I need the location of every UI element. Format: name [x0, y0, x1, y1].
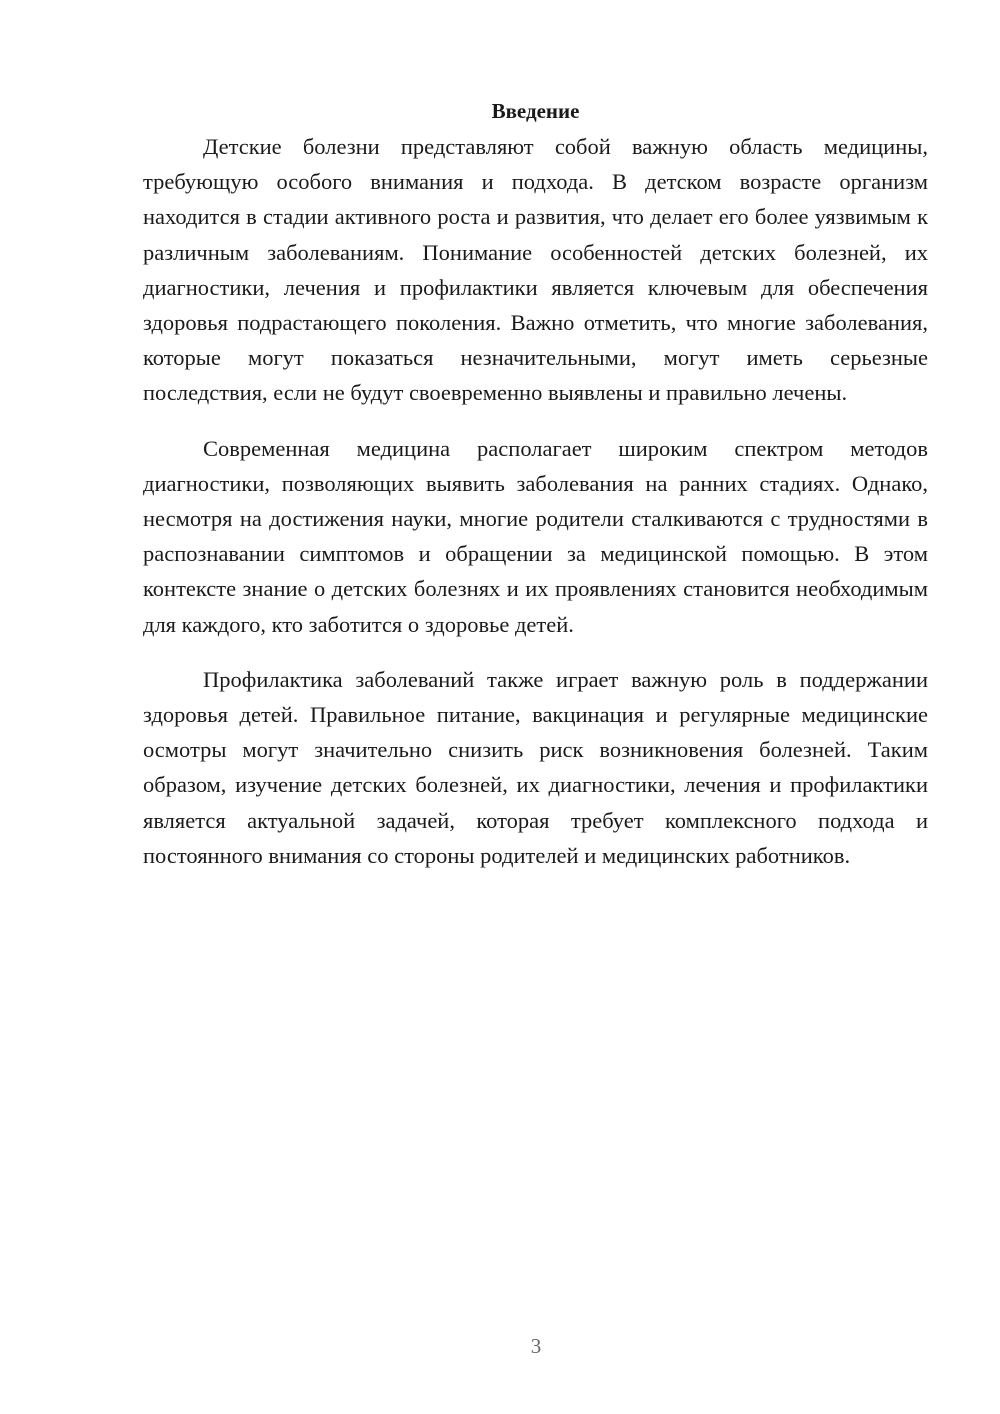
page-content	[143, 95, 928, 893]
paragraph-2: Современная медицина располагает широким спектром методов диагностики, позволяющих выявить заболевания на ранних стадиях. Однако, несмотря на достижения науки, многие родители сталкиваются с трудностями в распознавании симптомов и обращении за медицинской помощью. В этом контексте знание о детских болезнях и их проявлениях становится необходимым для каждого, кто заботится о здоровье детей.	[143, 435, 928, 637]
section-title: Введение	[491, 99, 580, 123]
page-number: 3	[530, 1334, 542, 1358]
paragraph-3: Профилактика заболеваний также играет важную роль в поддержании здоровья детей. Правильное питание, вакцинация и регулярные медицинские осмотры могут значительно снизить риск возникновения болезней. Таким образом, изучение детских болезней, их диагностики, лечения и профилактики является актуальной задачей, которая требует комплексного подхода и постоянного внимания со стороны родителей и медицинских работников.	[143, 666, 928, 868]
paragraph-1: Детские болезни представляют собой важную область медицины, требующую особого внимания и подхода. В детском возрасте организм находится в стадии активного роста и развития, что делает его более уязвимым к различным заболеваниям. Понимание особенностей детских болезней, их диагностики, лечения и профилактики является ключевым для обеспечения здоровья подрастающего поколения. Важно отметить, что многие заболевания, которые могут показаться незначительными, могут иметь серьезные последствия, если не будут своевременно выявлены и правильно лечены.	[143, 134, 928, 406]
